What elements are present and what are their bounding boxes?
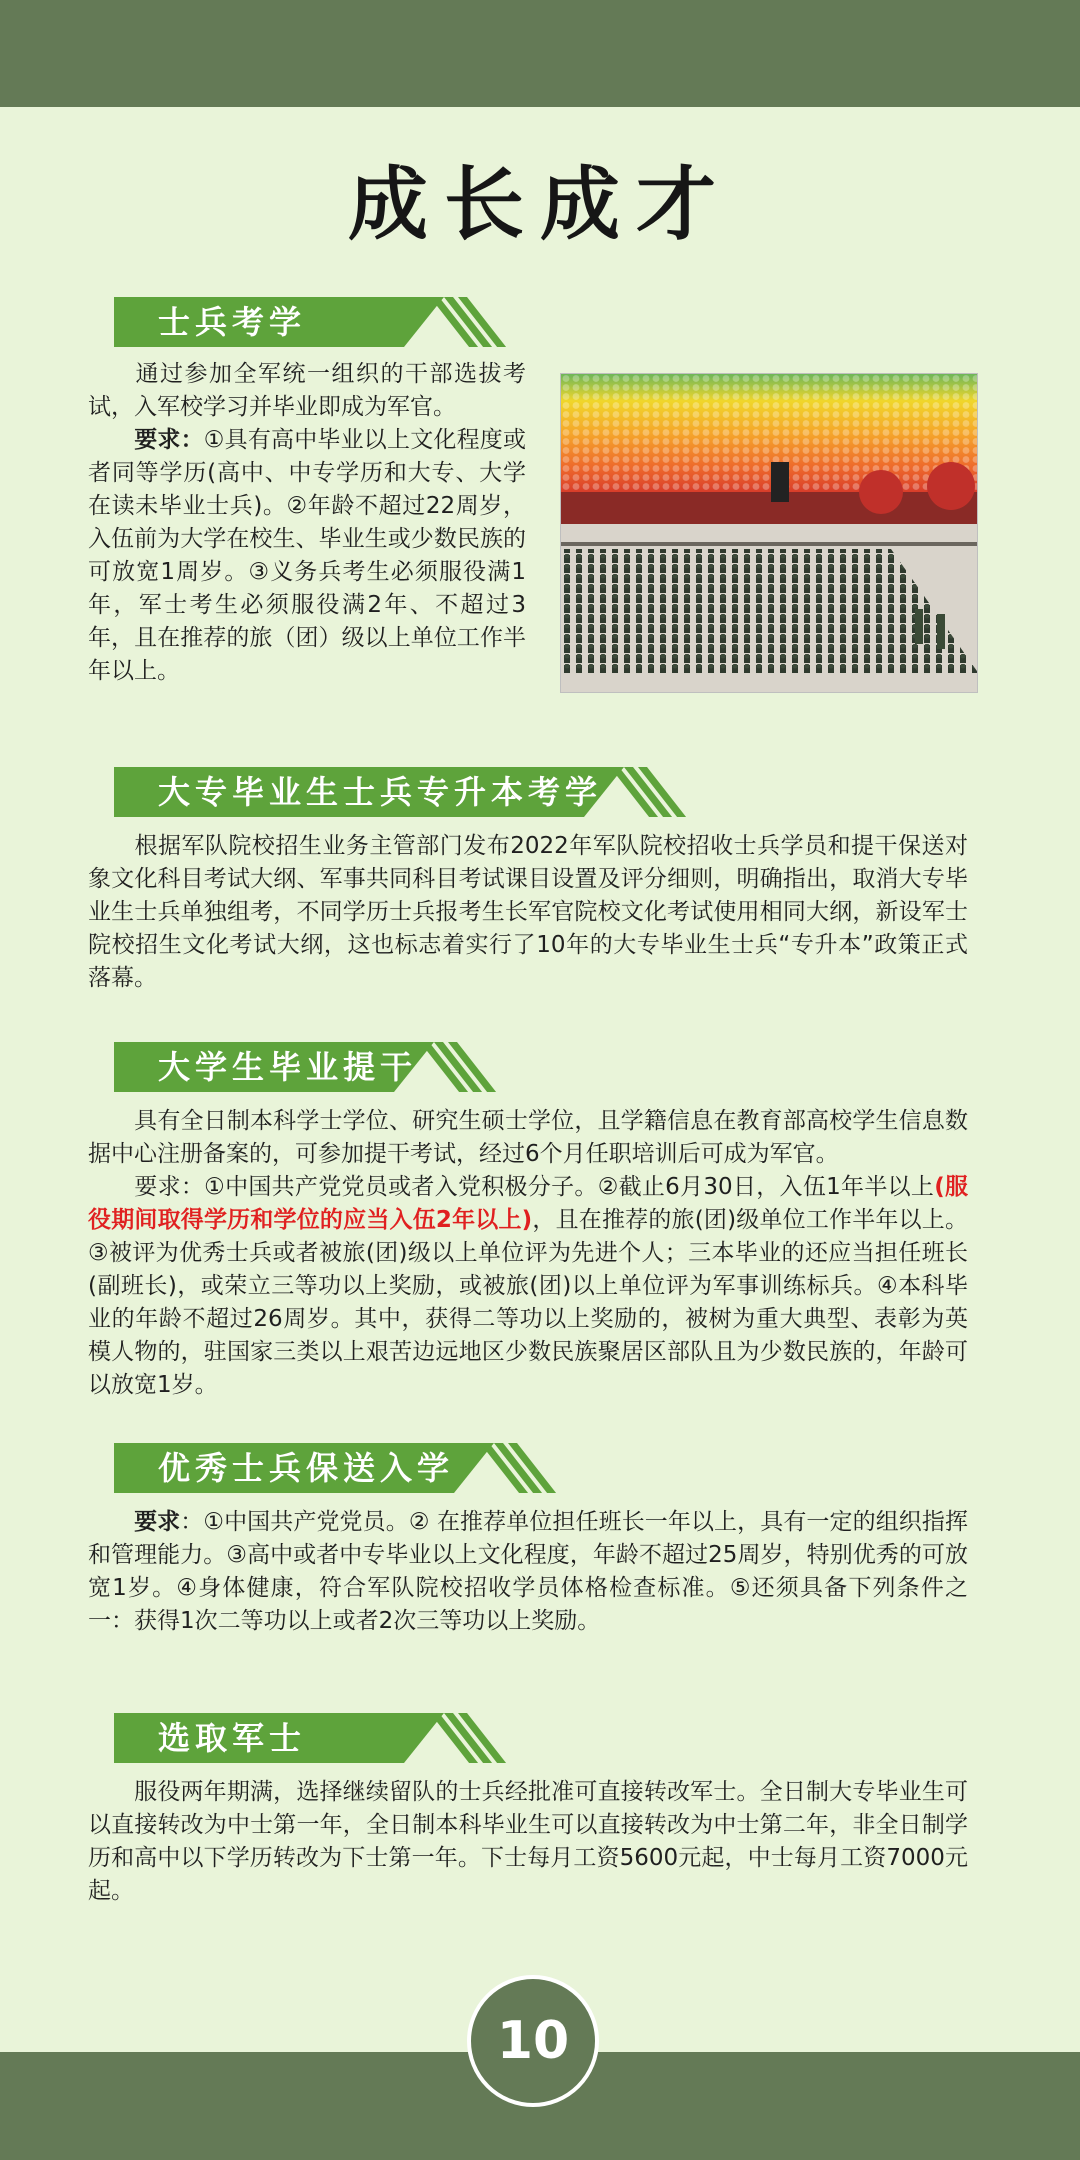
section-paragraph: 服役两年期满，选择继续留队的士兵经批准可直接转改军士。全日制大专毕业生可以直接转改为中士第一年，全日制本科毕业生可以直接转改为中士第二年，非全日制学历和高中以下学历转改为下士第一年。下士每月工资5600元起，中士每月工资7000元起。 <box>88 1779 968 1904</box>
section-banner-soldier-exam <box>114 297 494 347</box>
section-heading: 选取军士 <box>158 1719 307 1757</box>
section-heading: 士兵考学 <box>158 303 307 341</box>
section-paragraph: 要求：①具有高中毕业以上文化程度或者同等学历(高中、中专学历和大专、大学在读未毕业士兵)。②年龄不超过22周岁，入伍前为大学在校生、毕业生或少数民族的可放宽1周岁。③义务兵考生必须服役满1年，军士考生必须服役满2年、不超过3年，且在推荐的旅（团）级以上单位工作半年以上。 <box>88 427 526 684</box>
section-paragraph: 要求：①中国共产党党员。② 在推荐单位担任班长一年以上，具有一定的组织指挥和管理能力。③高中或者中专毕业以上文化程度，年龄不超过25周岁，特别优秀的可放宽1岁。④身体健康，符合军队院校招收学员体格检查标准。⑤还须具备下列条件之一：获得1次二等功以上或者2次三等功以上奖励。 <box>88 1509 968 1634</box>
section-paragraph: 具有全日制本科学士学位、研究生硕士学位，且学籍信息在教育部高校学生信息数据中心注册备案的，可参加提干考试，经过6个月任职培训后可成为军官。 <box>88 1108 968 1167</box>
section-banner-graduate-officer <box>114 1042 484 1092</box>
page-number-badge: 10 <box>467 1975 599 2107</box>
military-parade-photo <box>560 373 978 693</box>
section-heading: 大专毕业生士兵专升本考学 <box>158 773 603 811</box>
section-heading: 大学生毕业提干 <box>158 1048 418 1086</box>
section-banner-select-nco <box>114 1713 494 1763</box>
top-band <box>0 0 1080 107</box>
section-paragraph: 要求：①中国共产党党员或者入党积极分子。②截止6月30日，入伍1年半以上(服役期间取得学历和学位的应当入伍2年以上)，且在推荐的旅(团)级单位工作半年以上。③被评为优秀士兵或者被旅(团)级以上单位评为先进个人；三本毕业的还应当担任班长(副班长)，或荣立三等功以上奖励，或被旅(团)以上单位评为军事训练标兵。④本科毕业的年龄不超过26周岁。其中，获得二等功以上奖励的，被树为重大典型、表彰为英模人物的，驻国家三类以上艰苦边远地区少数民族聚居区部队且为少数民族的，年龄可以放宽1岁。 <box>88 1174 968 1398</box>
section-paragraph: 根据军队院校招生业务主管部门发布2022年军队院校招收士兵学员和提干保送对象文化科目考试大纲、军事共同科目考试课目设置及评分细则，明确指出，取消大专毕业生士兵单独组考，不同学历士兵报考生长军官院校文化考试使用相同大纲，新设军士院校招生文化考试大纲，这也标志着实行了10年的大专毕业生士兵“专升本”政策正式落幕。 <box>88 833 968 991</box>
section-heading: 优秀士兵保送入学 <box>158 1449 455 1487</box>
section-banner-college-upgrade <box>114 767 674 817</box>
page-title: 成长成才 <box>348 158 732 251</box>
section-banner-outstanding-soldier <box>114 1443 544 1493</box>
highlighted-requirement: (服役期间取得学历和学位的应当入伍2年以上) <box>88 1174 968 1233</box>
section-paragraph: 通过参加全军统一组织的干部选拔考试，入军校学习并毕业即成为军官。 <box>88 361 526 420</box>
